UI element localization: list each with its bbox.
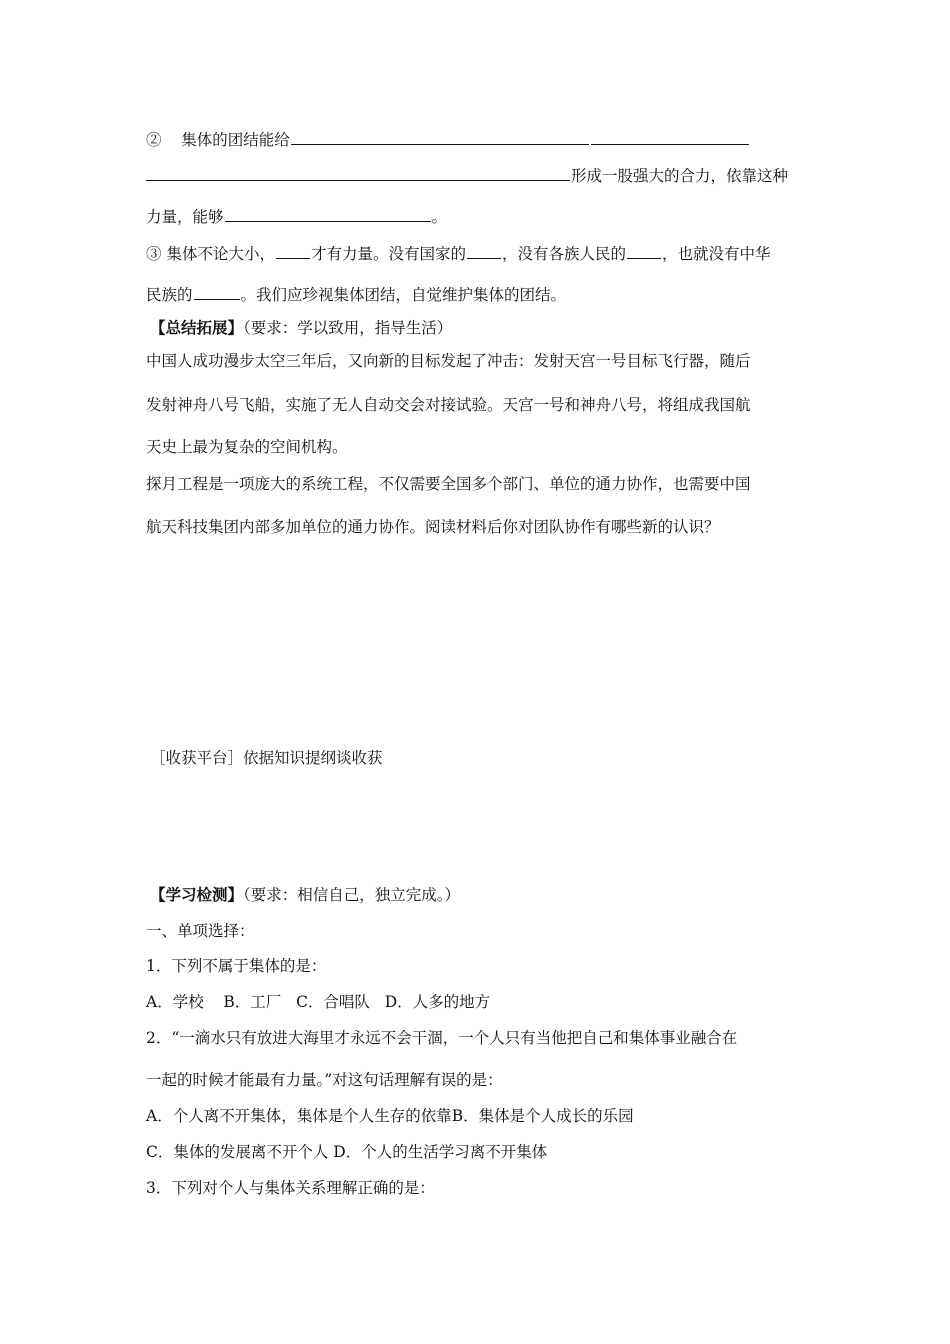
item3-text-c: ，没有各族人民的 [501,245,626,263]
item3-text-e: 民族的 [146,286,193,304]
question-1: 1．下列不属于集体的是： [146,957,327,975]
item2-text-c: 力量，能够 [146,208,224,226]
item2-line2 [146,164,788,186]
blank-3d[interactable] [194,283,240,300]
test-heading: 【学习检测】 [150,885,244,904]
blank-2d[interactable] [225,205,431,222]
summary-requirement: （要求：学以致用，指导生活） [243,319,453,337]
question-2-options-ab: A．个人离不开集体，集体是个人生存的依靠B．集体是个人成长的乐园 [146,1107,634,1125]
summary-heading-line [150,318,452,338]
summary-para1-line1: 中国人成功漫步太空三年后，又向新的目标发起了冲击：发射天宫一号目标飞行器，随后 [146,352,751,370]
question-2-line2: 一起的时候才能最有力量。”对这句话理解有误的是： [146,1071,503,1089]
test-requirement: （要求：相信自己，独立完成。） [243,886,461,904]
blank-3b[interactable] [467,242,501,259]
item2-text-c-end: 。 [431,208,448,226]
test-section: 一、单项选择： [146,922,255,940]
harvest-heading: ［收获平台］依据知识提纲谈收获 [150,749,383,767]
summary-para2-line1: 探月工程是一项庞大的系统工程，不仅需要全国多个部门、单位的通力协作，也需要中国 [146,475,751,493]
blank-2c[interactable] [146,164,570,181]
item3-marker: ③ [146,245,162,263]
summary-para1-line3: 天史上最为复杂的空间机构。 [146,438,348,456]
item2-line3 [146,205,447,227]
summary-para1-line2: 发射神舟八号飞船，实施了无人自动交会对接试验。天宫一号和神舟八号，将组成我国航 [146,396,751,414]
item3-line2 [146,283,566,305]
item3-text-b: 才有力量。没有国家的 [310,245,466,263]
summary-para2-line2: 航天科技集团内部多加单位的通力协作。阅读材料后你对团队协作有哪些新的认识？ [146,518,720,536]
test-heading-line [150,885,460,905]
blank-3a[interactable] [276,242,310,259]
item2-line1 [146,128,750,150]
blank-3c[interactable] [627,242,661,259]
question-2-line1: 2．“一滴水只有放进大海里才永远不会干涸，一个人只有当他把自己和集体事业融合在 [146,1029,738,1047]
blank-2b[interactable] [591,128,749,145]
item3-text-f: 。我们应珍视集体团结，自觉维护集体的团结。 [240,286,567,304]
item2-marker: ② [146,131,162,149]
question-2-options-cd: C．集体的发展离不开个人 D．个人的生活学习离不开集体 [146,1143,548,1161]
item3-text-d: ，也就没有中华 [662,245,771,263]
blank-2a[interactable] [291,128,589,145]
question-3: 3．下列对个人与集体关系理解正确的是： [146,1179,435,1197]
item3-line1 [146,242,771,264]
item2-text-a: 集体的团结能给 [181,131,290,149]
summary-heading: 【总结拓展】 [150,318,244,337]
item2-text-b: 形成一股强大的合力，依靠这种 [571,167,789,185]
item3-text-a: 集体不论大小， [166,245,275,263]
question-1-options: A．学校 B．工厂 C．合唱队 D．人多的地方 [146,993,491,1011]
